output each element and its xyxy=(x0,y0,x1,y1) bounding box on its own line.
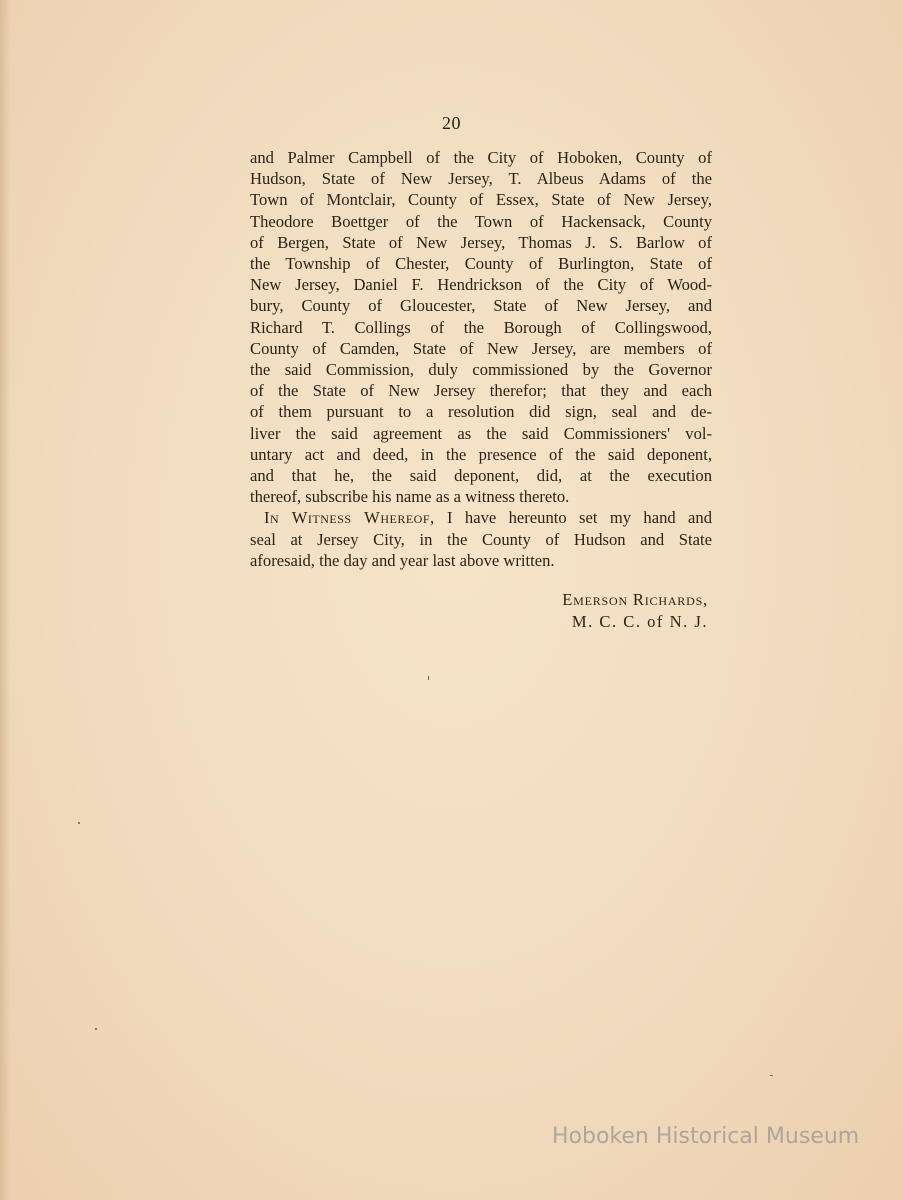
body-line: the said Commission, duly commissioned by the Governor xyxy=(250,360,712,380)
body-line: Richard T. Collings of the Borough of Collingswood, xyxy=(250,317,712,337)
body-line: and Palmer Campbell of the City of Hoboken, County of xyxy=(250,148,712,167)
body-line: thereof, subscribe his name as a witness thereto. xyxy=(250,487,570,507)
body-line: bury, County of Gloucester, State of New Jersey, and xyxy=(250,296,712,316)
paper-speck xyxy=(770,1075,773,1076)
witness-clause-first-line xyxy=(250,507,712,528)
witness-clause-line: aforesaid, the day and year last above written. xyxy=(250,550,555,570)
body-line: New Jersey, Daniel F. Hendrickson of the City of Wood- xyxy=(250,275,712,295)
paper-speck xyxy=(95,1028,97,1030)
witness-clause-text: I have hereunto set my hand and xyxy=(434,508,713,528)
document-body xyxy=(250,147,712,571)
signature-name: Emerson Richards, xyxy=(562,590,708,609)
page-number: 20 xyxy=(442,113,461,133)
body-line: Town of Montclair, County of Essex, State of New Jersey, xyxy=(250,190,712,210)
body-line: liver the said agreement as the said Commissioners' vol- xyxy=(250,423,712,443)
body-line: of them pursuant to a resolution did sign, seal and de- xyxy=(250,402,712,422)
page-edge-shadow xyxy=(0,0,10,1200)
witness-clause-lead: In Witness Whereof, xyxy=(264,508,435,528)
body-line: untary act and deed, in the presence of the said deponent, xyxy=(250,444,712,464)
paper-speck xyxy=(78,822,80,824)
body-line: Theodore Boettger of the Town of Hackensack, County xyxy=(250,211,712,231)
paper-speck xyxy=(428,676,429,680)
body-line: and that he, the said deponent, did, at the execution xyxy=(250,466,712,486)
witness-clause-line: seal at Jersey City, in the County of Hudson and State xyxy=(250,529,712,549)
body-line: of the State of New Jersey therefor; that they and each xyxy=(250,381,712,401)
signature-title: M. C. C. of N. J. xyxy=(571,612,708,631)
body-line: Hudson, State of New Jersey, T. Albeus Adams of the xyxy=(250,169,712,189)
body-line: County of Camden, State of New Jersey, are members of xyxy=(250,338,712,358)
body-line: of Bergen, State of New Jersey, Thomas J. S. Barlow of xyxy=(250,232,712,252)
museum-watermark: Hoboken Historical Museum xyxy=(552,1124,860,1149)
body-line: the Township of Chester, County of Burlington, State of xyxy=(250,254,712,274)
